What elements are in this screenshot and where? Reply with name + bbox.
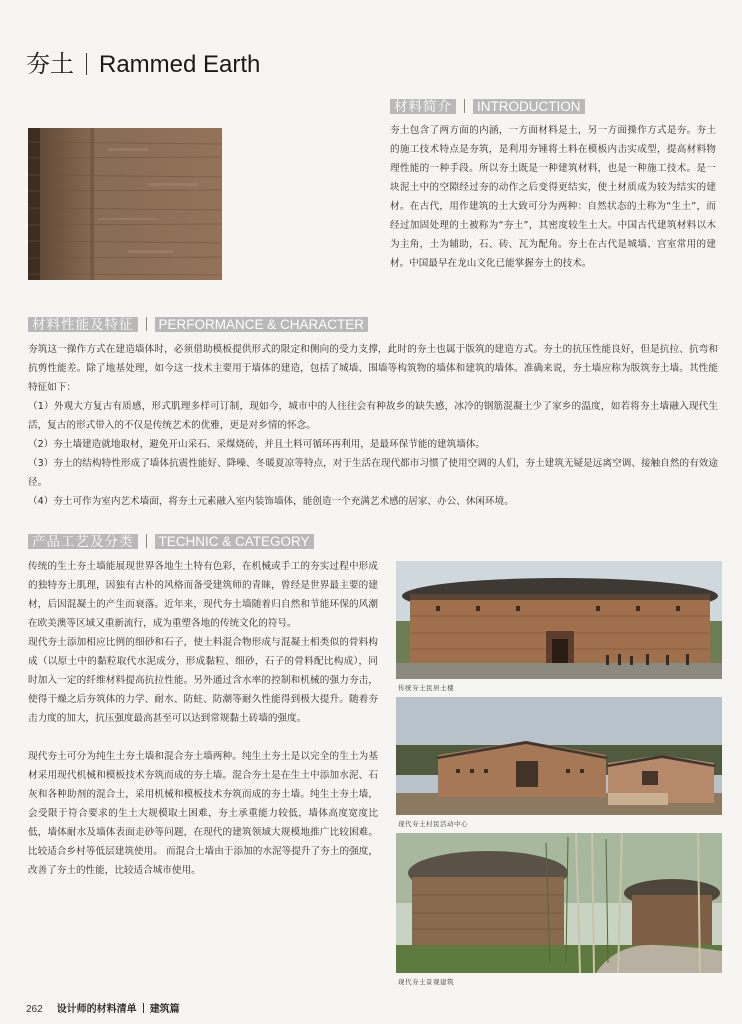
page-footer xyxy=(26,1000,180,1015)
performance-text xyxy=(28,340,718,511)
intro-paragraph: 夯土包含了两方面的内涵，一方面材料是土，另一方面操作方式是夯。夯土的施工技术特点是夯筑，是利用夯锤将土料在模板内击实成型，提高材料物理性能的一种手段。所以夯土既是一种建筑材料，也是一种施工技术。是一块泥土中的空隙经过夯的动作之后变得更结实，使土材质成为较为结实的建材。在古代，用作建筑的土大致可分为两种：自然状态的土称为“生土”，而经过加固处理的土被称为“夯土”，其密度较生土大。中国古代建筑材料以木为主角，土为辅助，石、砖、瓦为配角。夯土在古代是城墙、宫室常用的建材。中国最早在龙山文化已能掌握夯土的技术。 xyxy=(390,125,716,269)
paragraph-gap xyxy=(28,728,378,747)
photo-caption: 现代夯土景观建筑 xyxy=(398,978,454,986)
title-divider xyxy=(86,53,87,75)
technic-heading-cn: 产品工艺及分类 xyxy=(28,534,138,549)
intro-heading-en: INTRODUCTION xyxy=(473,99,585,114)
photo-landscape-building xyxy=(396,833,722,973)
performance-item: （2）夯土墙建造就地取材，避免开山采石、采煤烧砖，并且土料可循环再利用，是最环保节能的建筑墙体。 xyxy=(28,439,486,450)
performance-item: （3）夯土的结构特性形成了墙体抗震性能好、降噪、冬暖夏凉等特点，对于生活在现代都市习惯了使用空调的人们，夯土建筑无疑是远离空调、接触自然的有效途径。 xyxy=(28,458,718,488)
heading-divider xyxy=(464,99,465,113)
performance-heading-cn: 材料性能及特征 xyxy=(28,317,138,332)
performance-item: （4）夯土可作为室内艺术墙面，将夯土元素融入室内装饰墙体，能创造一个充满艺术感的居家、办公、休闲环境。 xyxy=(28,496,514,507)
photo-village-center xyxy=(396,697,722,815)
photo-caption: 传统夯土民居土楼 xyxy=(398,684,454,692)
book-title: 设计师的材料清单 xyxy=(56,1004,137,1015)
technic-text xyxy=(28,557,378,880)
performance-item: （1）外观大方复古有质感，形式肌理多样可订制，现如今，城市中的人往往会有种故乡的缺失感，冰冷的钢筋混凝土少了家乡的温度，如若将夯土墙融入现代生活，复古的形式带入的不仅是传统艺术的优雅，更是对乡情的怀念。 xyxy=(28,401,718,431)
page-number: 262 xyxy=(26,1004,43,1015)
technic-paragraph: 现代夯土可分为纯生土夯土墙和混合夯土墙两种。纯生土夯土是以完全的生土为基材采用现代机械和模板技术夯筑而成的夯土墙。混合夯土是在生土中添加水泥、石灰和各种助剂的混合土，采用机械和模板技术夯筑而成的夯土墙。纯生土夯土墙，会受限于符合要求的生土大规模取土困难，夯土承重能力较低，墙体高度宽度比低，墙体耐水及墙体表面走砂等问题，在现代的建筑领域大规模地推广比较困难。比较适合乡村等低层建筑使用。 而混合土墙由于添加的水泥等提升了夯土的强度，改善了夯土的性能，比较适合城市使用。 xyxy=(28,751,378,876)
page-title xyxy=(26,44,260,79)
rammed-earth-texture-photo xyxy=(28,128,222,280)
technic-paragraph: 现代夯土添加相应比例的细砂和石子，使土料混合物形成与混凝土相类似的骨料构成（以原土中的黏粒取代水泥成分，形成黏粒、细砂，石子的骨料配比构成），同时加入一定的纤维材料提高抗拉性能。另外通过含水率的控制和机械的强力夯击，使得干燥之后夯筑体的力学、耐水、防蛀、防潮等耐久性能得到极大提升。随着夯击力度的加大，抗压强度最高甚至可以达到常规黏土砖墙的强度。 xyxy=(28,637,378,724)
performance-intro: 夯筑这一操作方式在建造墙体时，必须借助模板提供形式的限定和侧向的受力支撑，此时的夯土也属于版筑的建造方式。夯土的抗压性能良好，但是抗拉、抗弯和抗剪性能差。除了地基处理，如今这一技术主要用于墙体的建造，包括了城墙、围墙等构筑物的墙体和建筑的墙体。准确来说，夯土墙应称为版筑夯土墙。其性能特征如下： xyxy=(28,344,718,393)
title-cn: 夯土 xyxy=(26,51,74,78)
technic-paragraph: 传统的生土夯土墙能展现世界各地生土特有色彩，在机械或手工的夯实过程中形成的独特夯土肌理，因独有古朴的风格而备受建筑师的青睐，曾经是世界最主要的建材，后因混凝土的产生而衰落。近年来，现代夯土墙随着归自然和节能环保的风潮在欧美澳等区域又重新流行，成为重塑各地的传统文化的符号。 xyxy=(28,561,378,629)
photo-caption: 现代夯土村民活动中心 xyxy=(398,820,468,828)
intro-text xyxy=(390,121,716,273)
intro-heading-cn: 材料简介 xyxy=(390,99,456,114)
performance-heading-en: PERFORMANCE & CHARACTER xyxy=(155,317,369,332)
technic-heading xyxy=(28,533,314,551)
technic-heading-en: TECHNIC & CATEGORY xyxy=(155,534,314,549)
footer-divider xyxy=(143,1003,144,1013)
intro-heading xyxy=(390,98,585,116)
title-en: Rammed Earth xyxy=(99,51,261,78)
heading-divider xyxy=(146,534,147,548)
volume-title: 建筑篇 xyxy=(149,1004,180,1015)
performance-heading xyxy=(28,316,368,334)
photo-tulou xyxy=(396,561,722,679)
heading-divider xyxy=(146,317,147,331)
